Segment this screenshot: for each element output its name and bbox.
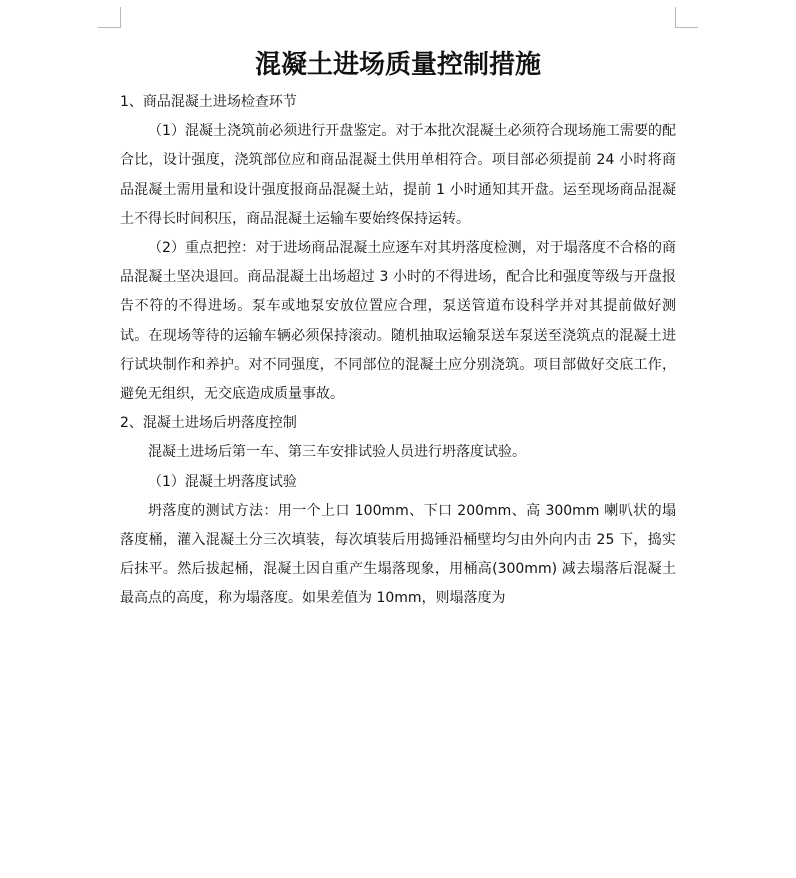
- section-heading-1: 1、商品混凝土进场检查环节: [120, 94, 297, 110]
- crop-mark-top-left: [98, 7, 121, 28]
- document-body: [120, 88, 676, 614]
- paragraph-2-1: 坍落度的测试方法：用一个上口 100mm、下口 200mm、高 300mm 喇叭状的塌落度桶，灌入混凝土分三次填装，每次填装后用捣锤沿桶壁均匀由外向内击 25 下，捣实后抹平。然后拔起桶，混凝土因自重产生塌落现象，用桶高(300mm) 减去塌落后混凝土最高点的高度，称为塌落度。如果差值为 10mm，则塌落度为: [120, 502, 676, 607]
- document-title: 混凝土进场质量控制措施: [254, 50, 541, 80]
- paragraph-2-intro: 混凝土进场后第一车、第三车安排试验人员进行坍落度试验。: [148, 444, 526, 461]
- paragraph-1-2: （2）重点把控：对于进场商品混凝土应逐车对其坍落度检测，对于塌落度不合格的商品混凝土坚决退回。商品混凝土出场超过 3 小时的不得进场，配合比和强度等级与开盘报告不符的不得进场。泵车或地泵安放位置应合理，泵送管道布设科学并对其提前做好测试。在现场等待的运输车辆必须保持滚动。随机抽取运输泵送车泵送至浇筑点的混凝土进行试块制作和养护。对不同强度，不同部位的混凝土应分别浇筑。项目部做好交底工作，避免无组织，无交底造成质量事故。: [120, 240, 676, 403]
- crop-mark-top-right: [675, 7, 698, 28]
- subheading-2-1: （1）混凝土坍落度试验: [148, 473, 297, 490]
- paragraph-1-1: （1）混凝土浇筑前必须进行开盘鉴定。对于本批次混凝土必须符合现场施工需要的配合比，设计强度，浇筑部位应和商品混凝土供用单相符合。项目部必须提前 24 小时将商品混凝土需用量和设计强度报商品混凝土站，提前 1 小时通知其开盘。运至现场商品混凝土不得长时间积压，商品混凝土运输车要始终保持运转。: [120, 123, 676, 227]
- section-heading-2: 2、混凝土进场后坍落度控制: [120, 415, 297, 432]
